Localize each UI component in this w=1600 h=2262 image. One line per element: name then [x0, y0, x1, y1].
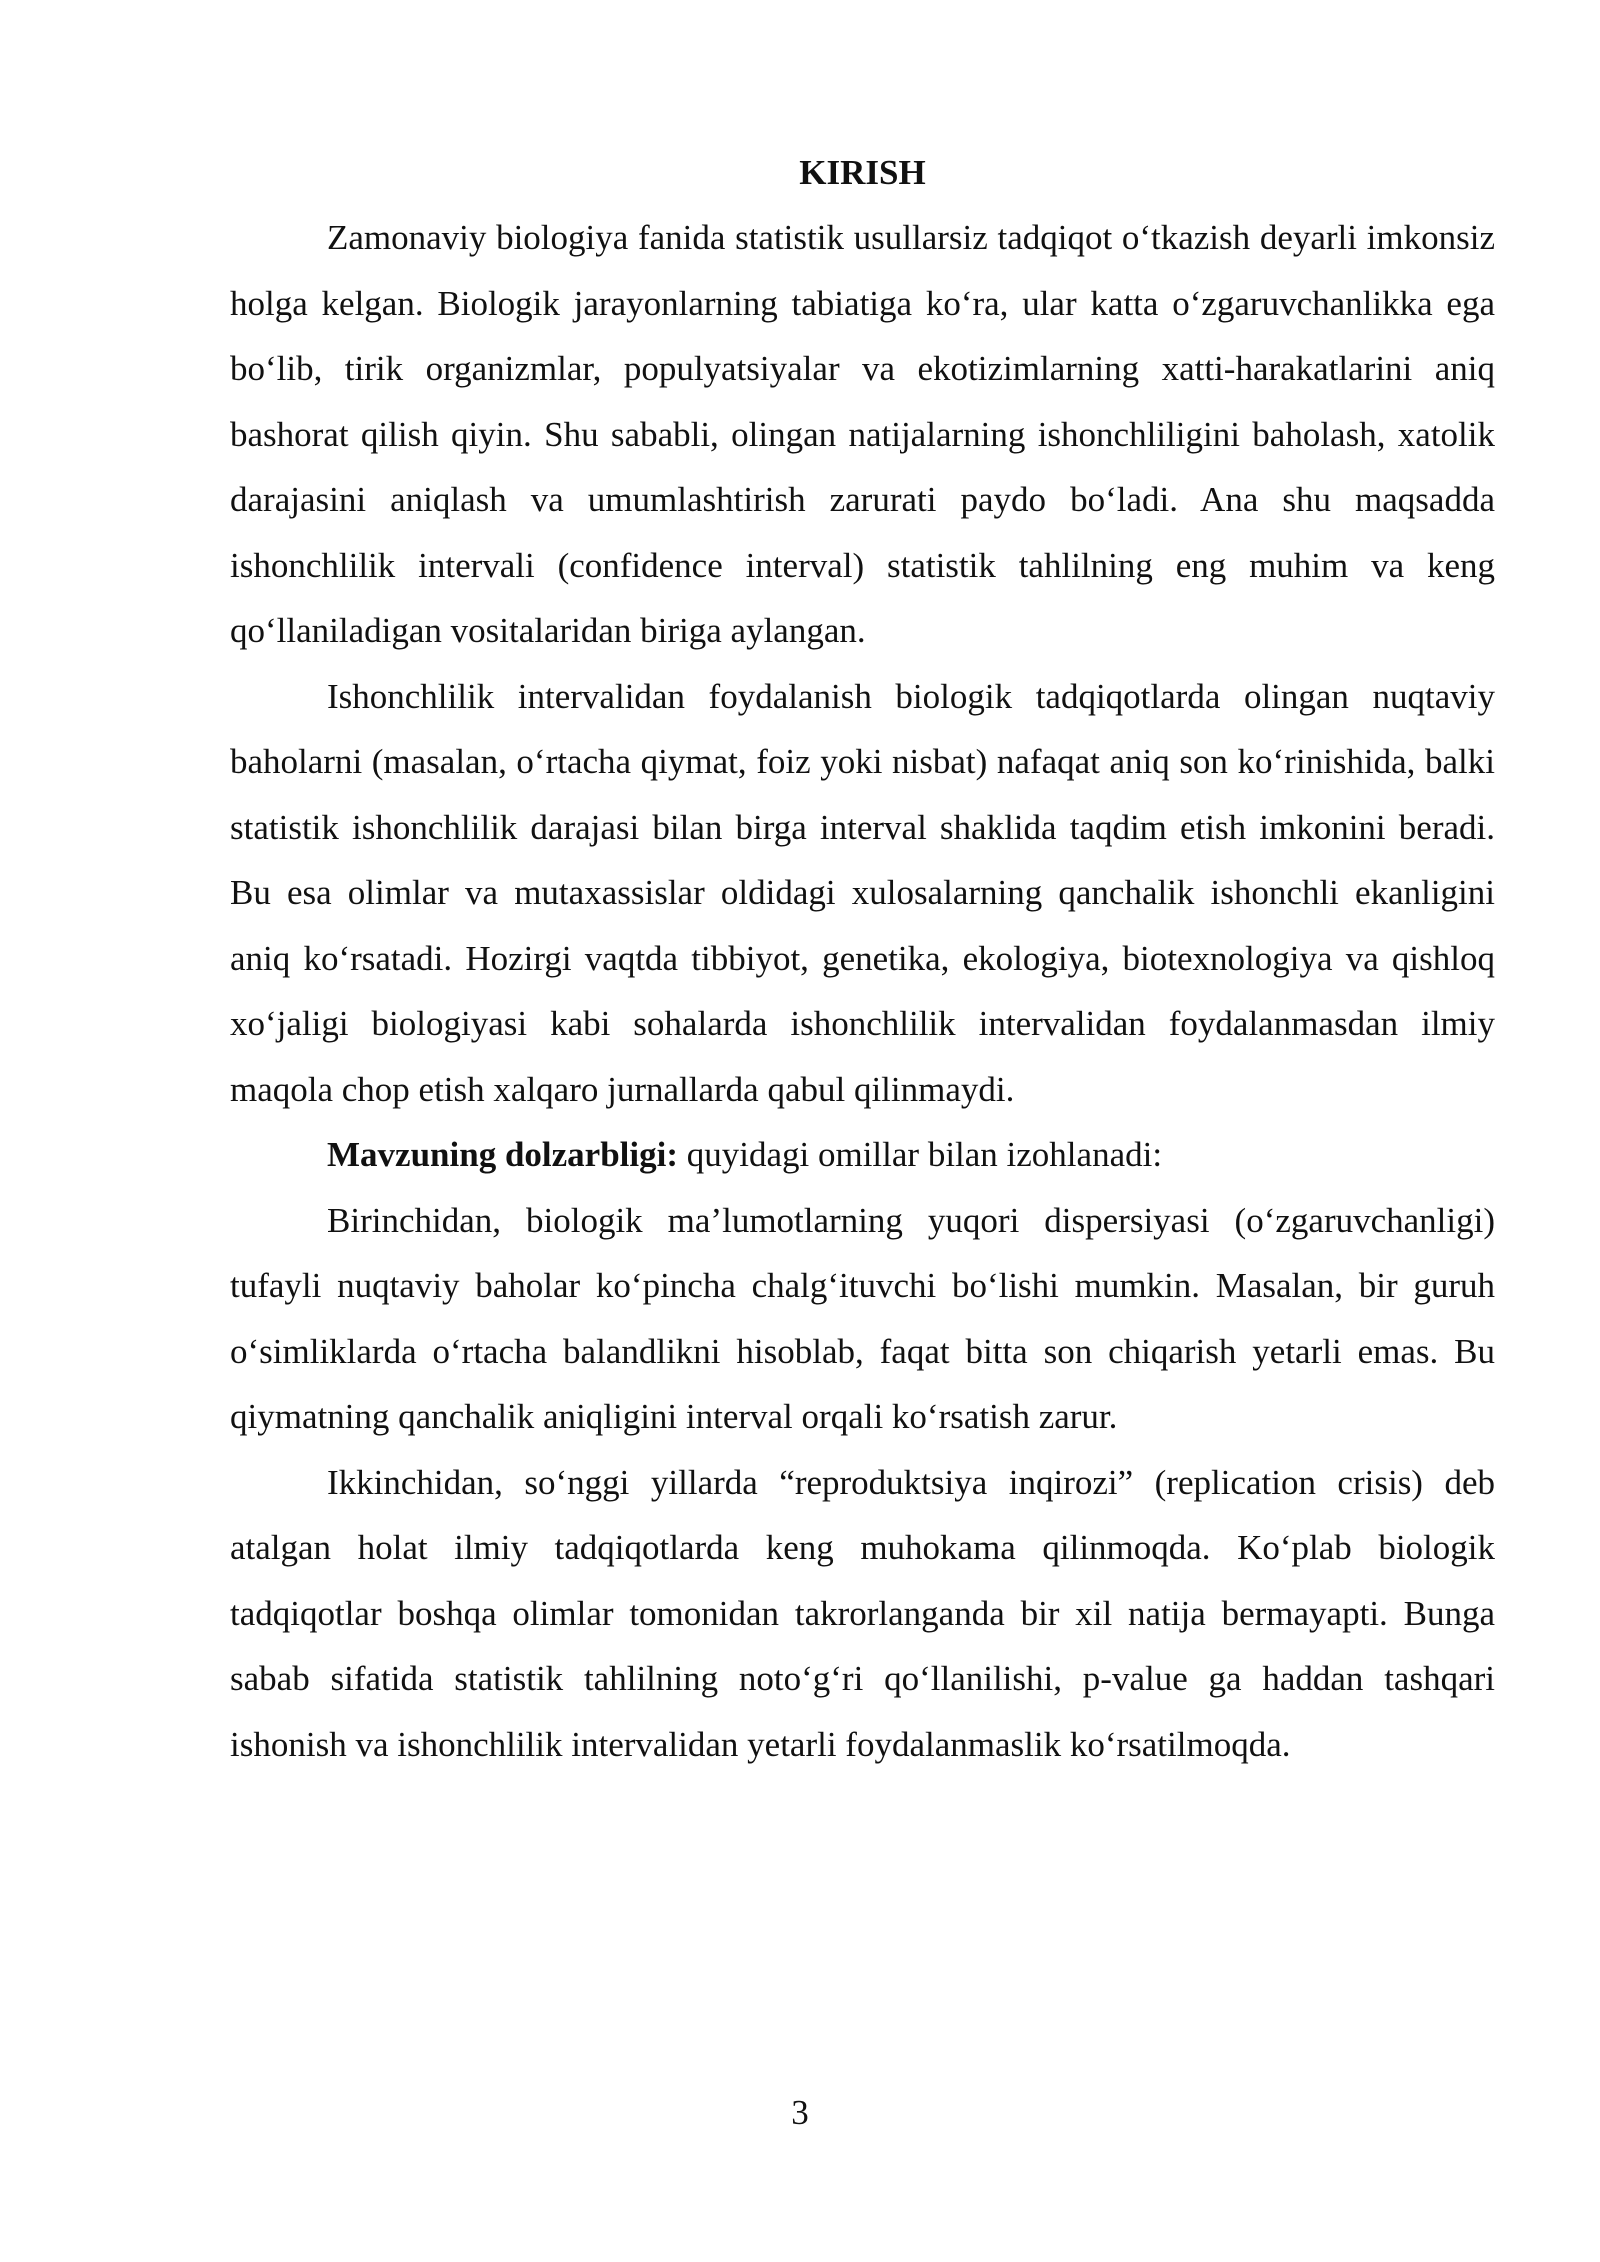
paragraph-text: Zamonaviy biologiya fanida statistik usullarsiz tadqiqot o‘tkazish deyarli imkonsiz holga kelgan. Biologik jarayonlarning tabiatiga ko‘ra, ular katta o‘zgaruvchanlikka ega bo‘lib, tirik organizmlar, populyatsiyalar va ekotizimlarning xatti-harakatlarini aniq bashorat qilish qiyin. Shu sababli, olingan natijalarning ishonchliligini baholash, xatolik darajasini aniqlash va umumlashtirish zarurati paydo bo‘ladi. Ana shu maqsadda ishonchlilik intervali (confidence interval) statistik tahlilning eng muhim va keng qo‘llaniladigan vositalaridan biriga aylangan. [230, 218, 1495, 650]
paragraph-text: Birinchidan, biologik ma’lumotlarning yuqori dispersiyasi (o‘zgaruvchanligi) tufayli nuqtaviy baholar ko‘pincha chalg‘ituvchi bo‘lishi mumkin. Masalan, bir guruh o‘simliklarda o‘rtacha balandlikni hisoblab, faqat bitta son chiqarish yetarli emas. Bu qiymatning qanchalik aniqligini interval orqali ko‘rsatish zarur. [230, 1200, 1495, 1436]
paragraph-text: quyidagi omillar bilan izohlanadi: [678, 1135, 1163, 1174]
page-number: 3 [791, 2093, 809, 2132]
paragraph-confidence-interval-use [230, 664, 1495, 1123]
paragraph-second-reason [230, 1450, 1495, 1778]
paragraph-text: Ikkinchidan, so‘nggi yillarda “reproduktsiya inqirozi” (replication crisis) deb atalgan holat ilmiy tadqiqotlarda keng muhokama qilinmoqda. Ko‘plab biologik tadqiqotlar boshqa olimlar tomonidan takrorlanganda bir xil natija bermayapti. Bunga sabab sifatida statistik tahlilning noto‘g‘ri qo‘llanilishi, p-value ga haddan tashqari ishonish va ishonchlilik intervalidan yetarli foydalanmaslik ko‘rsatilmoqda. [230, 1462, 1495, 1764]
paragraph-text: Ishonchlilik intervalidan foydalanish biologik tadqiqotlarda olingan nuqtaviy baholarni (masalan, o‘rtacha qiymat, foiz yoki nisbat) nafaqat aniq son ko‘rinishida, balki statistik ishonchlilik darajasi bilan birga interval shaklida taqdim etish imkonini beradi. Bu esa olimlar va mutaxassislar oldidagi xulosalarning qanchalik ishonchli ekanligini aniq ko‘rsatadi. Hozirgi vaqtda tibbiyot, genetika, ekologiya, biotexnologiya va qishloq xo‘jaligi biologiyasi kabi sohalarda ishonchlilik intervalidan foydalanmasdan ilmiy maqola chop etish xalqaro jurnallarda qabul qilinmaydi. [230, 676, 1495, 1109]
paragraph-intro [230, 205, 1495, 664]
document-page [230, 140, 1495, 1777]
paragraph-relevance [230, 1122, 1495, 1188]
section-heading: KIRISH [799, 153, 926, 192]
paragraph-lead: Mavzuning dolzarbligi: [327, 1135, 678, 1174]
paragraph-first-reason [230, 1188, 1495, 1450]
